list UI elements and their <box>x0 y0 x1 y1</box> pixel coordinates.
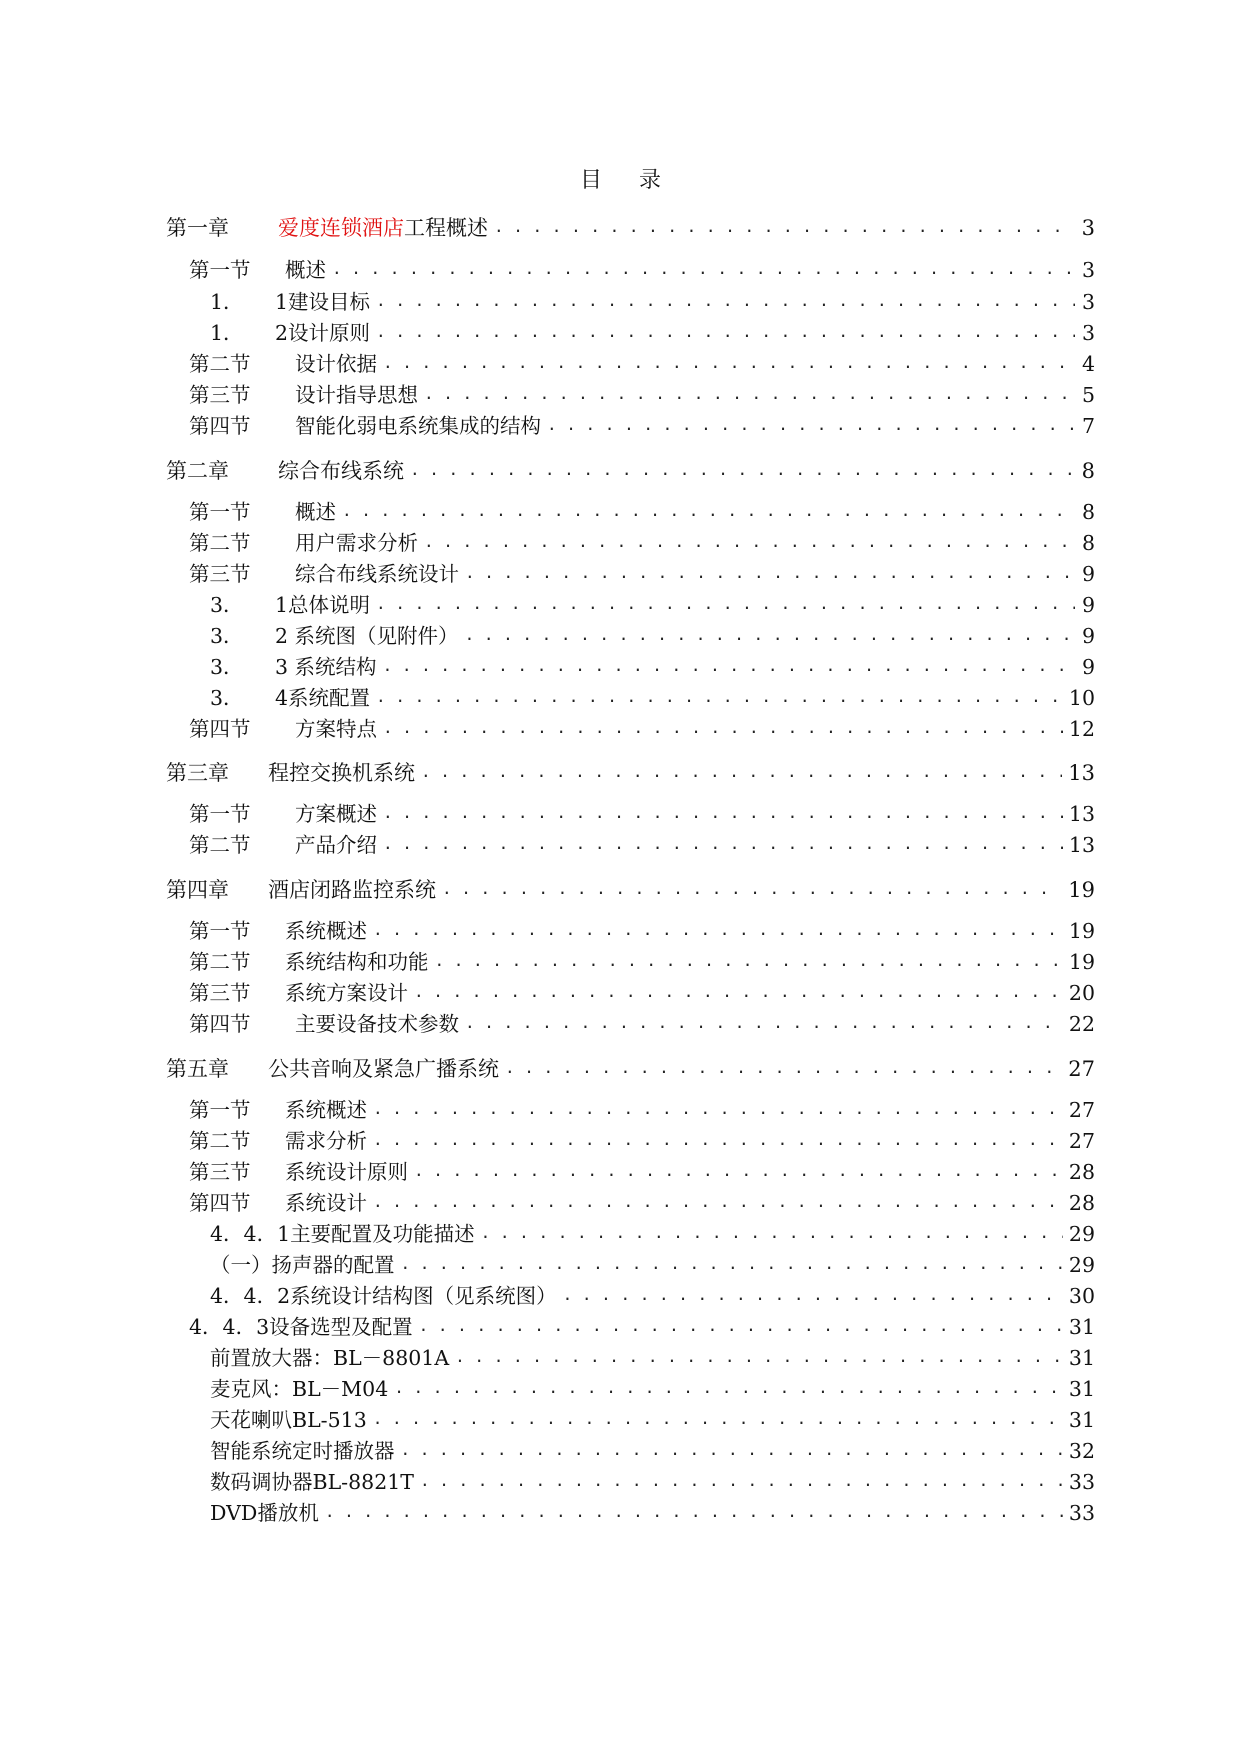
toc-entry-label <box>275 683 370 713</box>
dot-leader <box>373 1187 1063 1217</box>
toc-entry-page-number: 3 <box>1081 321 1095 345</box>
toc-entry-page-number: 8 <box>1081 500 1095 524</box>
dot-leader <box>373 1094 1063 1124</box>
toc-entry-label <box>295 528 418 558</box>
dot-leader <box>420 1466 1063 1496</box>
toc-entry[interactable] <box>189 916 1095 946</box>
toc-entry-label-text: 综合布线系统设计 <box>295 562 459 586</box>
toc-entry-page-number: 31 <box>1068 1377 1095 1401</box>
toc-entry-label <box>295 830 377 860</box>
toc-entry-label <box>285 1157 408 1187</box>
toc-entry[interactable] <box>189 380 1095 410</box>
dot-leader <box>424 527 1075 557</box>
toc-entry-page-number: 9 <box>1081 593 1095 617</box>
toc-entry-label <box>210 1219 475 1249</box>
toc-entry-label <box>210 1467 414 1497</box>
toc-entry-label-text: 4．4．1主要配置及功能描述 <box>210 1222 475 1246</box>
toc-entry[interactable] <box>210 590 1095 620</box>
toc-entry[interactable] <box>210 318 1095 348</box>
toc-entry-label-text: 系统设计原则 <box>285 1160 408 1184</box>
toc-entry-label <box>275 621 459 651</box>
dot-leader <box>455 1342 1063 1372</box>
toc-entry-page-number: 20 <box>1068 981 1095 1005</box>
toc-entry-page-number: 29 <box>1068 1222 1095 1246</box>
toc-entry-page-number: 12 <box>1068 717 1095 741</box>
toc-entry[interactable] <box>210 1250 1095 1280</box>
toc-entry-label <box>275 287 370 317</box>
dot-leader <box>394 1373 1063 1403</box>
toc-entry-page-number: 31 <box>1068 1346 1095 1370</box>
toc-entry-page-number: 8 <box>1081 459 1095 483</box>
toc-entry-page-number: 27 <box>1068 1098 1095 1122</box>
dot-leader <box>383 829 1063 859</box>
dot-leader <box>419 1311 1063 1341</box>
toc-entry-number: 第三节 <box>189 981 251 1005</box>
dot-leader <box>383 651 1075 681</box>
toc-title-char-2: 录 <box>639 168 662 193</box>
toc-entry-number: 第三节 <box>189 383 251 407</box>
dot-leader <box>421 757 1062 787</box>
dot-leader <box>325 1497 1063 1527</box>
toc-entry-label-text: 系统概述 <box>285 919 367 943</box>
dot-leader <box>383 713 1063 743</box>
toc-entry-number: 第二节 <box>189 352 251 376</box>
toc-entry[interactable] <box>189 497 1095 527</box>
toc-entry-number: 第五章 <box>166 1057 229 1081</box>
toc-entry-label-text: 方案概述 <box>295 802 377 826</box>
toc-entry-page-number: 30 <box>1068 1284 1095 1308</box>
toc-entry-number: 第四节 <box>189 1191 251 1215</box>
dot-leader <box>442 874 1062 904</box>
toc-entry-label <box>285 947 429 977</box>
toc-entry[interactable] <box>210 1219 1095 1249</box>
toc-entry-label <box>210 1343 449 1373</box>
toc-entry-number: 第三节 <box>189 562 251 586</box>
toc-entry-number: 第四章 <box>166 878 229 902</box>
dot-leader <box>376 317 1075 347</box>
toc-entry-label <box>285 1188 367 1218</box>
toc-entry[interactable] <box>189 255 1095 285</box>
toc-entry-number: 第一章 <box>166 216 229 240</box>
dot-leader <box>342 496 1075 526</box>
toc-entry[interactable] <box>189 349 1095 379</box>
toc-entry-label-text: 产品介绍 <box>295 833 377 857</box>
toc-entry[interactable] <box>166 213 1095 243</box>
toc-entry-number: 第二节 <box>189 950 251 974</box>
toc-entry[interactable] <box>166 758 1095 788</box>
toc-entry[interactable] <box>189 1312 1095 1342</box>
toc-entry-label-text: DVD播放机 <box>210 1501 319 1525</box>
toc-entry-label-text: 系统方案设计 <box>285 981 408 1005</box>
toc-entry-label <box>210 1498 319 1528</box>
dot-leader <box>547 410 1075 440</box>
toc-entry-label-text: 4．4．3设备选型及配置 <box>189 1315 413 1339</box>
dot-leader <box>373 915 1063 945</box>
toc-entry[interactable] <box>189 559 1095 589</box>
toc-entry[interactable] <box>189 714 1095 744</box>
toc-entry[interactable] <box>210 287 1095 317</box>
toc-entry-label <box>295 559 459 589</box>
toc-entry-label-text: 前置放大器：BL－8801A <box>210 1346 450 1370</box>
toc-entry-label-text: 公共音响及紧急广播系统 <box>268 1057 499 1081</box>
dot-leader <box>383 348 1075 378</box>
toc-entry[interactable] <box>166 1054 1095 1084</box>
toc-entry-label <box>268 1054 499 1084</box>
toc-entry-page-number: 10 <box>1068 686 1095 710</box>
toc-entry-number: 第三节 <box>189 1160 251 1184</box>
toc-entry-label-text: 需求分析 <box>285 1129 367 1153</box>
toc-entry-number: 第四节 <box>189 414 251 438</box>
toc-entry-number: 第二节 <box>189 1129 251 1153</box>
toc-entry[interactable] <box>189 799 1095 829</box>
toc-entry-number: 第一节 <box>189 919 251 943</box>
toc-entry-label <box>285 978 408 1008</box>
toc-entry[interactable] <box>189 1126 1095 1156</box>
toc-entry[interactable] <box>210 1405 1095 1435</box>
toc-entry-label-text: 设计指导思想 <box>295 383 418 407</box>
toc-entry-number: 第二节 <box>189 531 251 555</box>
dot-leader <box>383 798 1063 828</box>
dot-leader <box>465 1008 1063 1038</box>
toc-entry-number: 第三章 <box>166 761 229 785</box>
dot-leader <box>373 1404 1063 1434</box>
toc-entry-label-text: 酒店闭路监控系统 <box>268 878 436 902</box>
toc-entry-label-text: 麦克风：BL－M04 <box>210 1377 389 1401</box>
toc-title-char-1: 目 <box>579 168 602 193</box>
toc-entry-label <box>295 411 541 441</box>
toc-entry[interactable] <box>189 947 1095 977</box>
toc-entry-page-number: 19 <box>1068 919 1095 943</box>
toc-entry-label-text: 系统设计 <box>285 1191 367 1215</box>
toc-entry-label <box>210 1281 557 1311</box>
toc-entry-label <box>275 590 370 620</box>
toc-entry-page-number: 27 <box>1068 1057 1095 1081</box>
toc-entry-label-text: 智能化弱电系统集成的结构 <box>295 414 541 438</box>
toc-entry-label <box>278 456 404 486</box>
dot-leader <box>424 379 1075 409</box>
toc-entry-page-number: 3 <box>1081 290 1095 314</box>
toc-entry[interactable] <box>189 1157 1095 1187</box>
dot-leader <box>465 558 1075 588</box>
toc-entry-page-number: 29 <box>1068 1253 1095 1277</box>
toc-entry-label <box>278 213 488 243</box>
toc-entry-label <box>295 1009 459 1039</box>
toc-entry-label-text: 工程概述 <box>404 216 488 240</box>
dot-leader <box>414 1156 1063 1186</box>
toc-entry-page-number: 31 <box>1068 1408 1095 1432</box>
toc-entry-page-number: 31 <box>1068 1315 1095 1339</box>
toc-entry-label-text: （一）扬声器的配置 <box>210 1253 395 1277</box>
toc-entry-label-text: 综合布线系统 <box>278 459 404 483</box>
toc-entry-label-text: 3 系统结构 <box>275 655 377 679</box>
toc-entry-label-text: 4．4．2系统设计结构图（见系统图） <box>210 1284 557 1308</box>
toc-entry-label <box>210 1374 388 1404</box>
toc-entry-number: 3． <box>210 624 244 648</box>
toc-entry-page-number: 7 <box>1081 414 1095 438</box>
toc-entry-label-text: 系统结构和功能 <box>285 950 429 974</box>
toc-entry-page-number: 13 <box>1068 833 1095 857</box>
toc-entry-label-text: 系统概述 <box>285 1098 367 1122</box>
toc-entry[interactable] <box>210 652 1095 682</box>
toc-entry-number: 第二章 <box>166 459 229 483</box>
toc-entry-page-number: 3 <box>1081 216 1095 240</box>
dot-leader <box>435 946 1063 976</box>
toc-entry[interactable] <box>189 978 1095 1008</box>
dot-leader <box>505 1053 1062 1083</box>
toc-entry-number: 第一节 <box>189 1098 251 1122</box>
toc-entry[interactable] <box>210 621 1095 651</box>
toc-entry[interactable] <box>189 1009 1095 1039</box>
dot-leader <box>563 1280 1063 1310</box>
toc-entry[interactable] <box>166 456 1095 486</box>
toc-entry-label-text: 概述 <box>285 258 326 282</box>
toc-entry-label-text: 2 系统图（见附件） <box>275 624 459 648</box>
toc-entry-label <box>210 1436 395 1466</box>
toc-entry-page-number: 27 <box>1068 1129 1095 1153</box>
toc-entry-label-text: 方案特点 <box>295 717 377 741</box>
dot-leader <box>373 1125 1063 1155</box>
toc-entry[interactable] <box>189 1188 1095 1218</box>
toc-entry-page-number: 33 <box>1068 1470 1095 1494</box>
toc-entry-label-text: 1建设目标 <box>275 290 371 314</box>
toc-entry-label <box>295 714 377 744</box>
toc-entry-label <box>210 1250 395 1280</box>
toc-entry-label-text: 程控交换机系统 <box>268 761 415 785</box>
toc-entry-label <box>295 799 377 829</box>
toc-entry[interactable] <box>189 1095 1095 1125</box>
dot-leader <box>401 1435 1063 1465</box>
toc-entry-page-number: 19 <box>1068 950 1095 974</box>
toc-entry-label <box>285 1126 367 1156</box>
toc-entry-number: 第四节 <box>189 717 251 741</box>
toc-entry-label-text: 数码调协器BL-8821T <box>210 1470 414 1494</box>
toc-entry[interactable] <box>210 1498 1095 1528</box>
toc-entry-label <box>285 1095 367 1125</box>
toc-entry-page-number: 4 <box>1081 352 1095 376</box>
toc-entry-label-text: 1总体说明 <box>275 593 371 617</box>
toc-entry-label-text: 概述 <box>295 500 336 524</box>
toc-entry-number: 1． <box>210 290 244 314</box>
dot-leader <box>376 589 1075 619</box>
toc-entry-label <box>295 380 418 410</box>
toc-entry-page-number: 28 <box>1068 1160 1095 1184</box>
toc-entry-number: 3． <box>210 686 244 710</box>
toc-entry-label-text: 主要设备技术参数 <box>295 1012 459 1036</box>
toc-entry-number: 3． <box>210 655 244 679</box>
toc-entry-label-highlight: 爱度连锁酒店 <box>278 216 404 240</box>
dot-leader <box>376 682 1063 712</box>
toc-entry[interactable] <box>210 1374 1095 1404</box>
toc-entry-label <box>275 318 370 348</box>
dot-leader <box>414 977 1063 1007</box>
toc-entry-number: 第一节 <box>189 258 251 282</box>
toc-entry-page-number: 3 <box>1081 258 1095 282</box>
toc-entry-number: 3． <box>210 593 244 617</box>
dot-leader <box>401 1249 1063 1279</box>
toc-entry-number: 第一节 <box>189 802 251 826</box>
toc-entry-page-number: 9 <box>1081 624 1095 648</box>
toc-entry-page-number: 28 <box>1068 1191 1095 1215</box>
toc-entry-label-text: 设计依据 <box>295 352 377 376</box>
toc-entry-number: 第四节 <box>189 1012 251 1036</box>
toc-entry-label-text: 用户需求分析 <box>295 531 418 555</box>
toc-entry-page-number: 8 <box>1081 531 1095 555</box>
toc-entry[interactable] <box>189 528 1095 558</box>
toc-entry-label-text: 4系统配置 <box>275 686 371 710</box>
toc-entry[interactable] <box>210 683 1095 713</box>
toc-entry-page-number: 9 <box>1081 655 1095 679</box>
toc-entry[interactable] <box>210 1467 1095 1497</box>
toc-entry-label <box>268 758 415 788</box>
toc-entry-label <box>295 497 336 527</box>
toc-entry-label <box>285 916 367 946</box>
toc-entry-label <box>210 1405 367 1435</box>
toc-title <box>0 163 1241 194</box>
dot-leader <box>332 254 1075 284</box>
toc-entry[interactable] <box>189 830 1095 860</box>
toc-entry-page-number: 9 <box>1081 562 1095 586</box>
dot-leader <box>465 620 1075 650</box>
toc-entry[interactable] <box>210 1436 1095 1466</box>
toc-entry-label-text: 2设计原则 <box>275 321 371 345</box>
toc-entry-number: 第二节 <box>189 833 251 857</box>
toc-entry-number: 1． <box>210 321 244 345</box>
toc-entry-page-number: 22 <box>1068 1012 1095 1036</box>
toc-entry-page-number: 19 <box>1068 878 1095 902</box>
toc-entry-label-text: 天花喇叭BL-513 <box>210 1408 367 1432</box>
toc-entry-page-number: 32 <box>1068 1439 1095 1463</box>
dot-leader <box>481 1218 1063 1248</box>
toc-entry[interactable] <box>210 1343 1095 1373</box>
toc-entry-page-number: 33 <box>1068 1501 1095 1525</box>
toc-entry[interactable] <box>166 875 1095 905</box>
toc-entry-label <box>285 255 326 285</box>
toc-entry-page-number: 13 <box>1068 802 1095 826</box>
toc-entry-label <box>275 652 377 682</box>
dot-leader <box>494 212 1075 242</box>
toc-entry-label <box>189 1312 413 1342</box>
dot-leader <box>410 455 1075 485</box>
toc-entry-label-text: 智能系统定时播放器 <box>210 1439 395 1463</box>
toc-entry[interactable] <box>210 1281 1095 1311</box>
toc-entry-label <box>268 875 436 905</box>
toc-entry-page-number: 13 <box>1068 761 1095 785</box>
toc-entry-label <box>295 349 377 379</box>
toc-entry-number: 第一节 <box>189 500 251 524</box>
dot-leader <box>376 286 1075 316</box>
toc-entry[interactable] <box>189 411 1095 441</box>
toc-entry-page-number: 5 <box>1081 383 1095 407</box>
